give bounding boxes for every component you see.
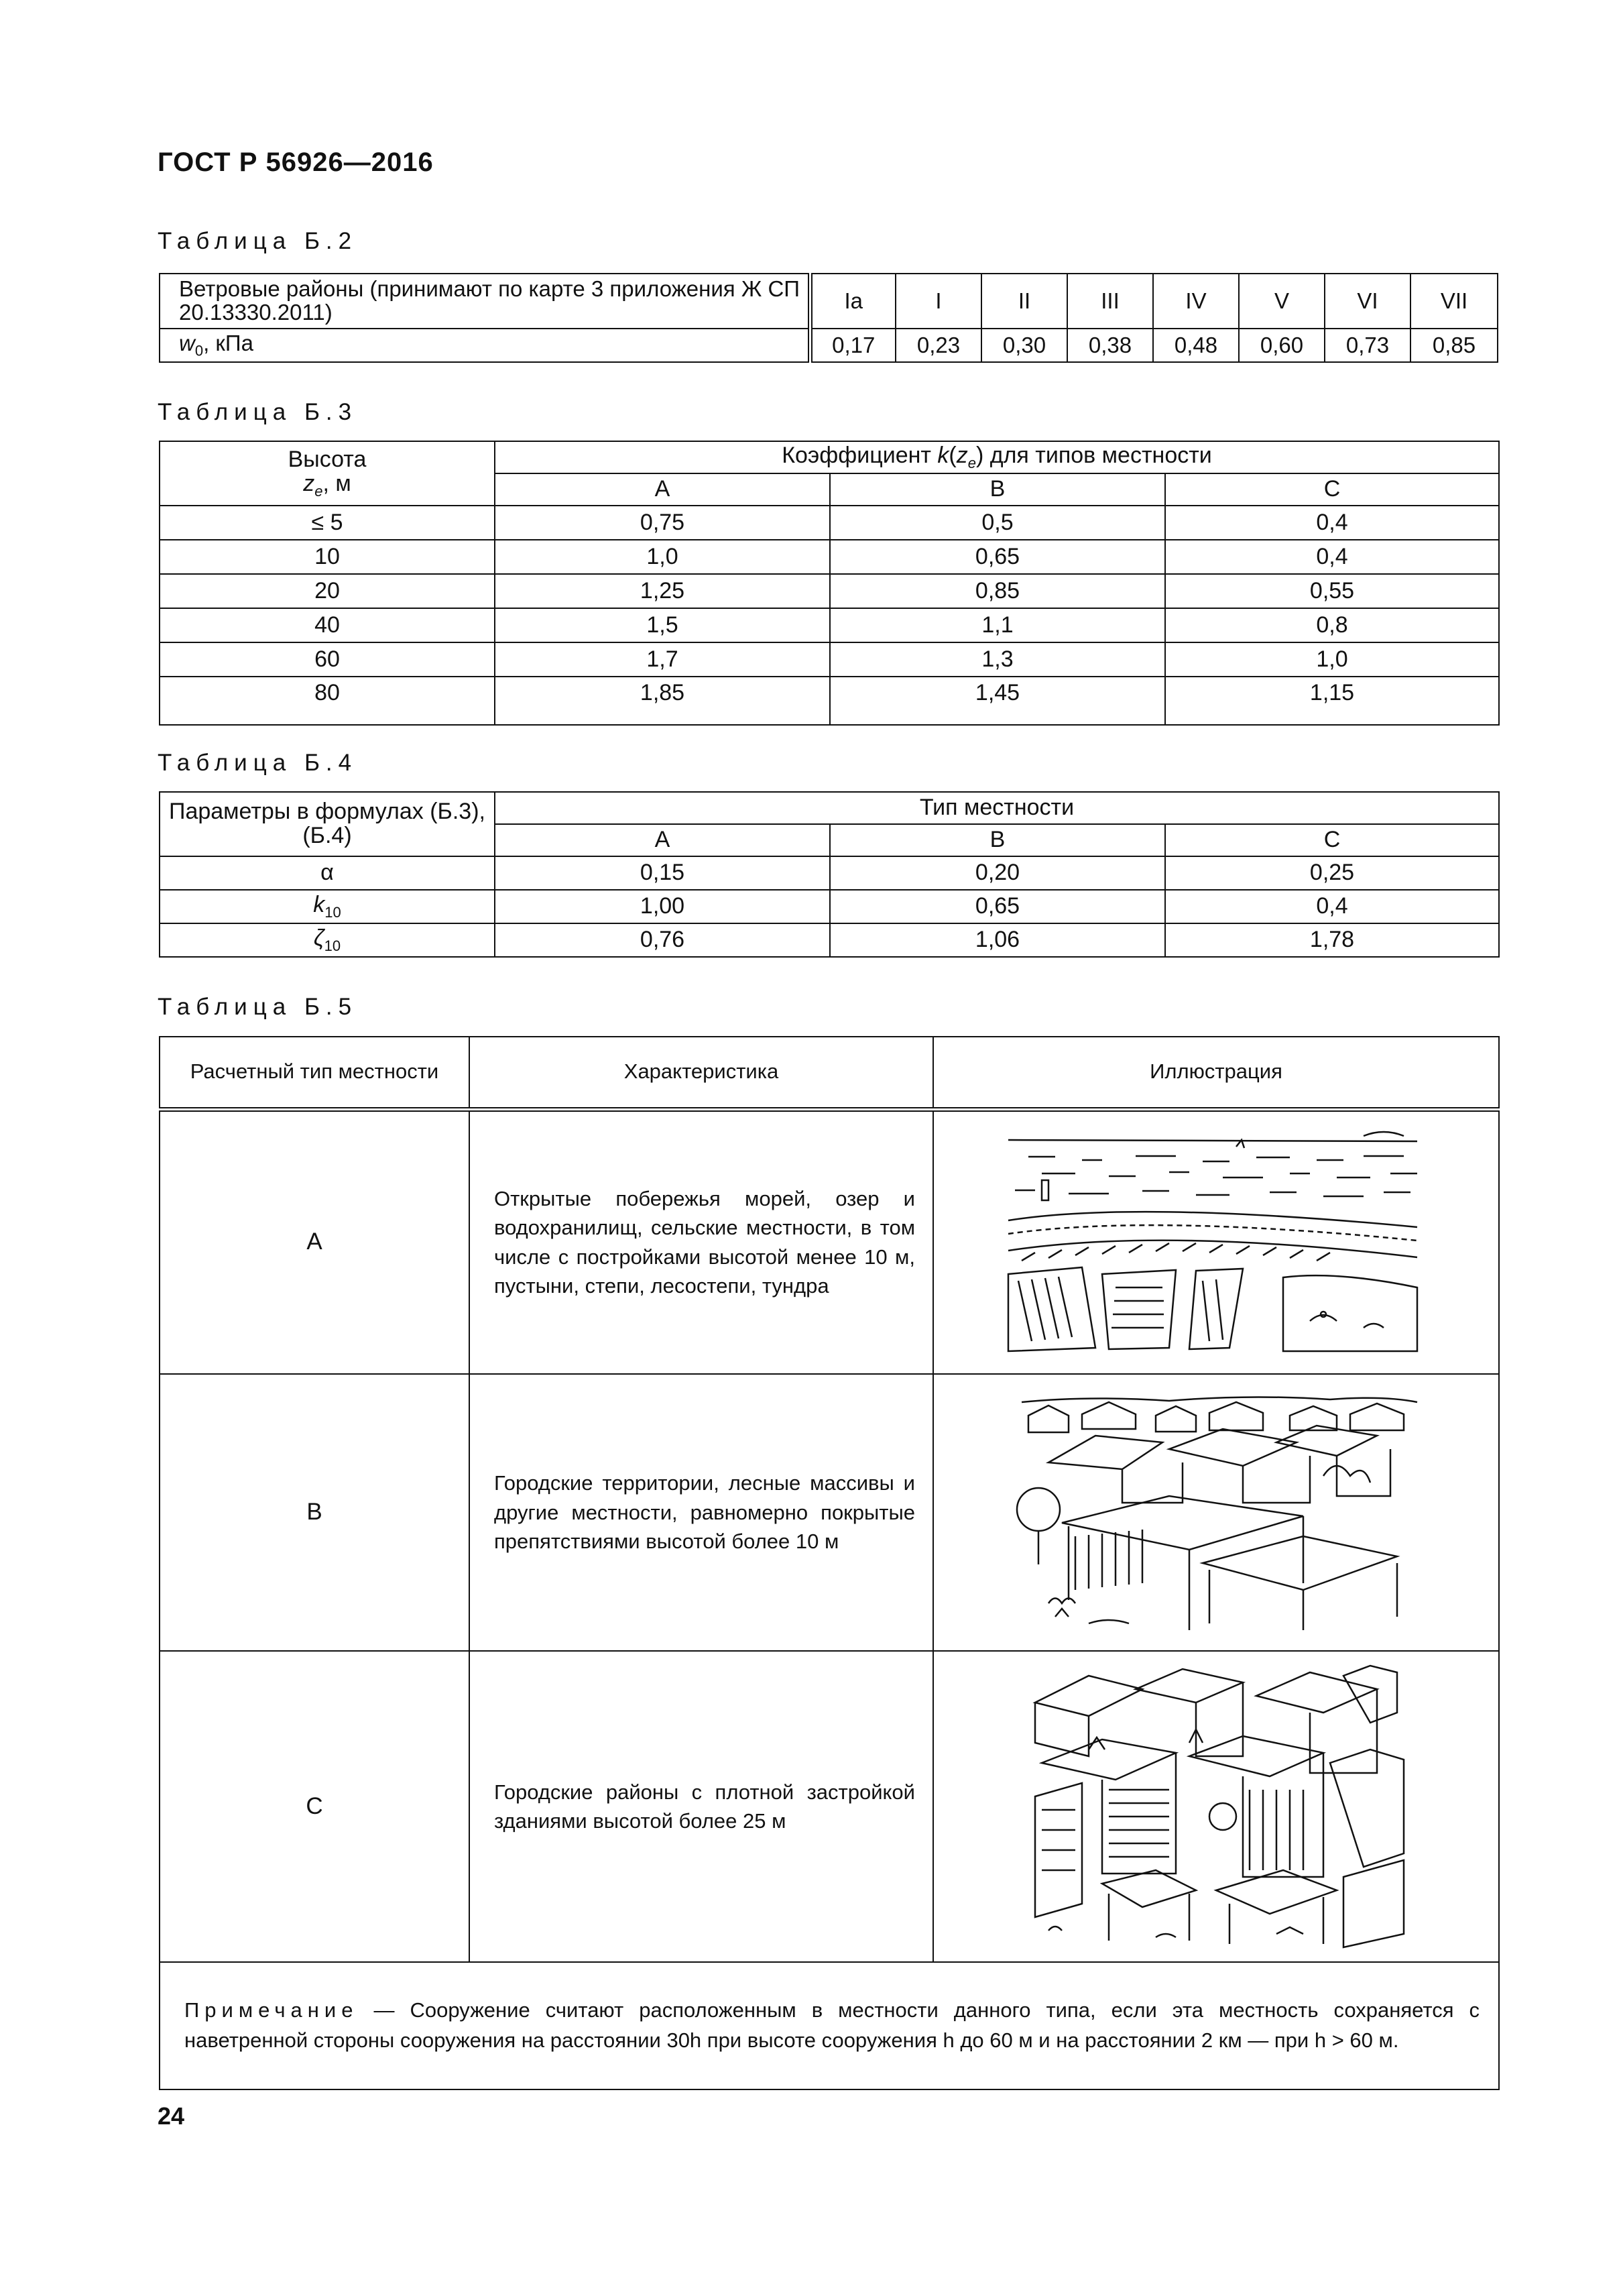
coef-cell: 0,65 — [830, 540, 1165, 574]
region-cell: III — [1067, 274, 1153, 329]
table-row — [160, 923, 1499, 957]
value-cell: 1,06 — [830, 923, 1165, 957]
table-row — [160, 1109, 1499, 1374]
pressure-cell: 0,85 — [1410, 329, 1498, 362]
terrain-description: Городские территории, лесные массивы и другие местности, равномерно покрытые препятствиями высотой более 10 м — [469, 1374, 933, 1651]
table-row — [160, 642, 1499, 677]
table-b3-group-header: Коэффициент $k(z_e)$ для типов местности — [495, 441, 1499, 473]
dense-city-illustration-icon — [933, 1651, 1499, 1962]
terrain-type-cell: A — [160, 1109, 469, 1374]
pressure-cell: 0,73 — [1325, 329, 1410, 362]
coef-cell: 1,3 — [830, 642, 1165, 677]
table-row — [160, 540, 1499, 574]
param-cell: $\zeta_{10}$ — [160, 923, 495, 957]
table-row — [160, 1374, 1499, 1651]
document-header: ГОСТ Р 56926—2016 — [158, 148, 434, 177]
terrain-type-header: A — [495, 473, 830, 506]
coef-cell: 1,85 — [495, 677, 830, 725]
terrain-type-header: C — [1165, 824, 1499, 856]
coef-cell: 1,0 — [1165, 642, 1499, 677]
coef-cell: 1,15 — [1165, 677, 1499, 725]
value-cell: 0,76 — [495, 923, 830, 957]
table-b4-params-header: Параметры в формулах (Б.3), (Б.4) — [160, 792, 495, 856]
table-b5-desc-header: Характеристика — [469, 1037, 933, 1109]
table-row — [160, 506, 1499, 540]
value-cell: 1,00 — [495, 890, 830, 923]
table-b4-caption: Таблица Б.4 — [158, 750, 358, 776]
terrain-type-cell: B — [160, 1374, 469, 1651]
coef-cell: 0,85 — [830, 574, 1165, 608]
table-b2-caption: Таблица Б.2 — [158, 228, 358, 254]
table-b3-caption: Таблица Б.3 — [158, 399, 358, 425]
coef-cell: 0,55 — [1165, 574, 1499, 608]
table-b2 — [159, 273, 1498, 363]
height-cell: 20 — [160, 574, 495, 608]
table-b5-illustration-header: Иллюстрация — [933, 1037, 1499, 1109]
height-cell: ≤ 5 — [160, 506, 495, 540]
coef-cell: 0,8 — [1165, 608, 1499, 642]
coef-cell: 1,7 — [495, 642, 830, 677]
table-row — [160, 856, 1499, 890]
pressure-cell: 0,38 — [1067, 329, 1153, 362]
table-row — [160, 608, 1499, 642]
region-cell: V — [1239, 274, 1325, 329]
pressure-cell: 0,60 — [1239, 329, 1325, 362]
note-text: — Сооружение считают расположенным в местности данного типа, если эта местность сохраняется с наветренной стороны сооружения на расстоянии 30h при высоте сооружения h до 60 м и на расстоянии 2 км — при h > 60 м. — [184, 1998, 1480, 2052]
region-cell: I — [896, 274, 981, 329]
region-cell: II — [981, 274, 1067, 329]
value-cell: 0,15 — [495, 856, 830, 890]
page-number: 24 — [158, 2102, 185, 2130]
note-label: Примечание — [184, 1998, 359, 2022]
table-row — [160, 1962, 1499, 2089]
param-cell: $k_{10}$ — [160, 890, 495, 923]
table-b4 — [159, 791, 1500, 958]
table-b5-caption: Таблица Б.5 — [158, 994, 358, 1020]
suburban-area-illustration-icon — [933, 1374, 1499, 1651]
height-cell: 10 — [160, 540, 495, 574]
terrain-type-cell: C — [160, 1651, 469, 1962]
pressure-cell: 0,23 — [896, 329, 981, 362]
param-cell: α — [160, 856, 495, 890]
pressure-cell: 0,30 — [981, 329, 1067, 362]
open-coast-illustration-icon — [933, 1109, 1499, 1374]
height-cell: 60 — [160, 642, 495, 677]
table-b5 — [159, 1036, 1500, 2090]
table-b2-row1-label: Ветровые районы (принимают по карте 3 приложения Ж СП 20.13330.2011) — [160, 274, 810, 329]
terrain-type-header: C — [1165, 473, 1499, 506]
pressure-cell: 0,17 — [810, 329, 896, 362]
value-cell: 0,20 — [830, 856, 1165, 890]
region-cell: VI — [1325, 274, 1410, 329]
table-b5-type-header: Расчетный тип местности — [160, 1037, 469, 1109]
coef-cell: 1,5 — [495, 608, 830, 642]
terrain-type-header: B — [830, 824, 1165, 856]
coef-cell: 1,45 — [830, 677, 1165, 725]
table-b3 — [159, 441, 1500, 726]
table-row — [160, 677, 1499, 725]
value-cell: 1,78 — [1165, 923, 1499, 957]
value-cell: 0,4 — [1165, 890, 1499, 923]
coef-cell: 1,25 — [495, 574, 830, 608]
terrain-type-header: B — [830, 473, 1165, 506]
region-cell: IV — [1153, 274, 1239, 329]
coef-cell: 1,0 — [495, 540, 830, 574]
height-cell: 80 — [160, 677, 495, 725]
terrain-description: Открытые побережья морей, озер и водохранилищ, сельские местности, в том числе с постройками высотой менее 10 м, пустыни, степи, лесостепи, тундра — [469, 1109, 933, 1374]
table-b2-row2-label: $w_0$, кПа — [160, 329, 810, 362]
coef-cell: 0,5 — [830, 506, 1165, 540]
table-b5-note — [160, 1962, 1499, 2089]
coef-cell: 0,4 — [1165, 540, 1499, 574]
value-cell: 0,65 — [830, 890, 1165, 923]
table-row — [160, 574, 1499, 608]
coef-cell: 0,75 — [495, 506, 830, 540]
table-b3-height-header: Высота $z_e$, м — [160, 441, 495, 506]
region-cell: VII — [1410, 274, 1498, 329]
terrain-type-header: A — [495, 824, 830, 856]
table-b4-group-header: Тип местности — [495, 792, 1499, 824]
height-cell: 40 — [160, 608, 495, 642]
value-cell: 0,25 — [1165, 856, 1499, 890]
region-cell: Ia — [810, 274, 896, 329]
table-row — [160, 1651, 1499, 1962]
coef-cell: 0,4 — [1165, 506, 1499, 540]
pressure-cell: 0,48 — [1153, 329, 1239, 362]
terrain-description: Городские районы с плотной застройкой зданиями высотой более 25 м — [469, 1651, 933, 1962]
coef-cell: 1,1 — [830, 608, 1165, 642]
table-row — [160, 890, 1499, 923]
